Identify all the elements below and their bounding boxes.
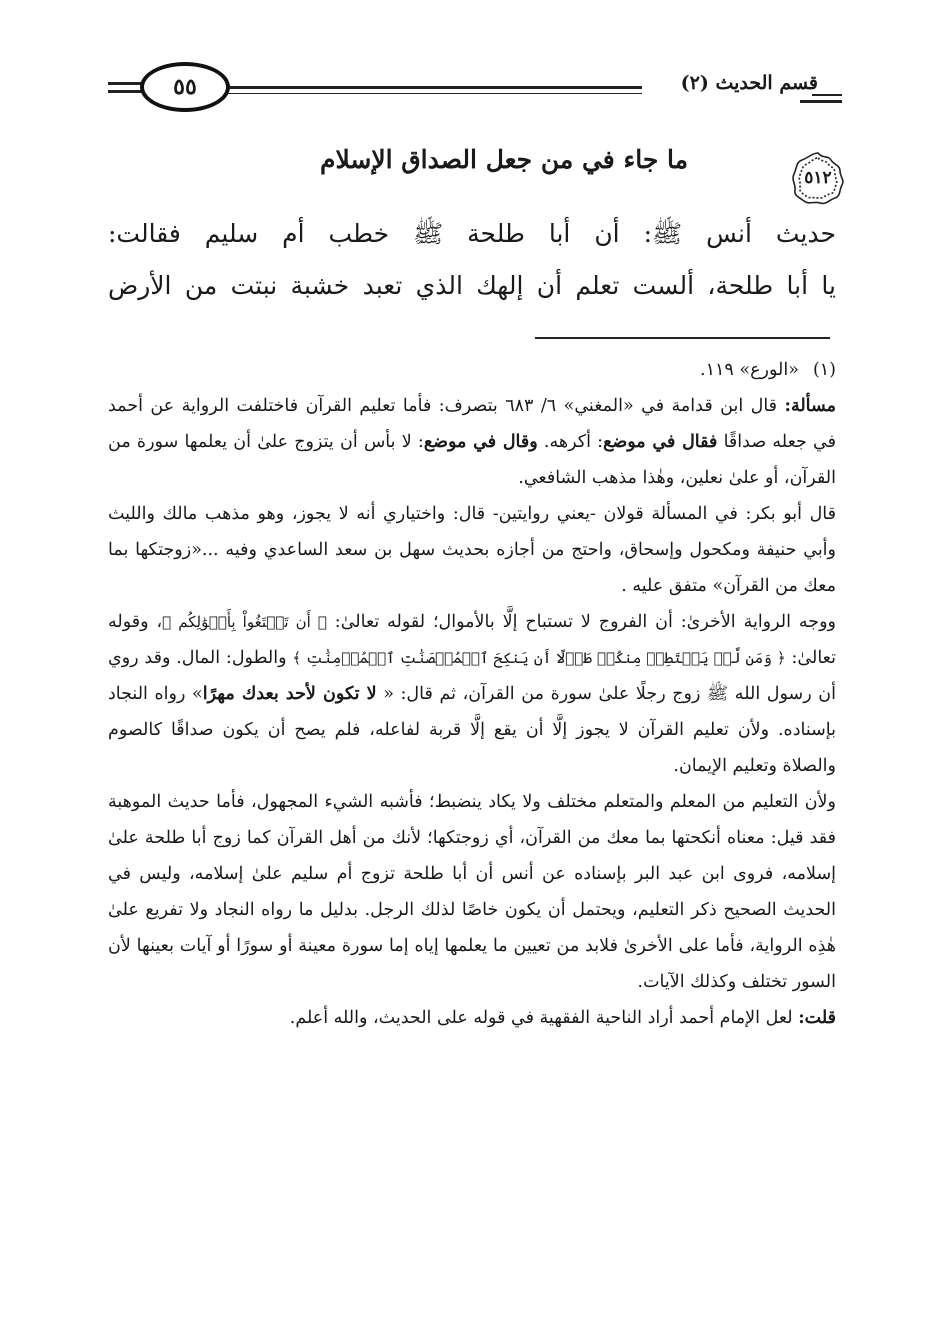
footnote-paragraph [108, 604, 836, 784]
footnote-reference-text: «الورع» ١١٩. [700, 360, 799, 380]
paragraph-text: : أكرهه. [537, 432, 604, 452]
footnote-marker: (١) [812, 360, 836, 380]
hadith-line: حديث أنس ﷺ: أن أبا طلحة ﷺ خطب أم سليم فقالت: [108, 219, 836, 248]
header-rule-right-top [812, 94, 842, 96]
paragraph-text: ، وقوله تعالىٰ: [108, 612, 836, 668]
paragraph-text: والطول: المال. وقد روي أن رسول الله ﷺ زوج رجلًا علىٰ سورة من القرآن، ثم قال: « [108, 648, 836, 704]
emphasis-text: وقال في موضع [423, 432, 538, 452]
page-number: ٥٥ [140, 62, 230, 112]
header-rule-right-bottom [800, 100, 842, 103]
paragraph-text: : لا بأس أن يتزوج علىٰ أن يعلمها سورة من القرآن، أو علىٰ نعلين، وهٰذا مذهب الشافعي. [108, 432, 836, 488]
footnote-paragraph [108, 388, 836, 496]
hadith-number: ٥١٢ [804, 168, 832, 188]
hadith-text [108, 208, 836, 312]
issue-label: مسألة: [784, 396, 836, 416]
footnote-paragraph: ولأن التعليم من المعلم والمتعلم مختلف ولا يكاد ينضبط؛ فأشبه الشيء المجهول، فأما حديث الموهبة فقد قيل: معناه أنكحتها بما معك من القرآن، أي زوجتكها؛ لأنك من أهل القرآن كما زوج أبا طلحة علىٰ إسلامه، فروى ابن عبد البر بإسناده عن أنس أن أبا طلحة تزوج أم سليم علىٰ إسلامه، وليس في الحديث الصحيح ذكر التعليم، ويحتمل أن يكون خاصًا لذلك الرجل. بدليل ما رواه النجاد ولا تفريع علىٰ هٰذِه الرواية، فأما على الأخرىٰ فلابد من تعيين ما يعلمها إياه إما سورة معينة أو سورًا أو آيات بعينها لأن السور تختلف وكذلك الآيات. [108, 792, 836, 992]
author-note-label: قلت: [798, 1008, 836, 1028]
hadith-quote: لا تكون لأحد بعدك مهرًا [202, 684, 377, 704]
footnote-paragraph [108, 1000, 836, 1036]
footnote-separator [535, 337, 830, 339]
hadith-line: يا أبا طلحة، ألست تعلم أن إلهك الذي تعبد خشبة نبتت من الأرض [108, 271, 836, 300]
header-rule-mid-bottom [226, 93, 642, 94]
quran-verse: ﴿ وَمَن لَّمۡ يَسۡتَطِعۡ مِنكُمۡ طَوۡلًا أَن يَنكِحَ ٱلۡمُحۡصَنَٰتِ ٱلۡمُؤۡمِنَٰتِ ﴾ [292, 649, 786, 667]
paragraph-text: ووجه الرواية الأخرىٰ: أن الفروج لا تستباح إلَّا بالأموال؛ لقوله تعالىٰ: [326, 612, 836, 632]
header-rule-mid-top [226, 86, 642, 89]
footnotes [108, 352, 836, 1036]
hadith-number-seal [790, 150, 846, 206]
footnote-reference [108, 352, 836, 388]
emphasis-text: فقال في موضع [603, 432, 718, 452]
chapter-title: ما جاء في من جعل الصداق الإسلام [320, 145, 688, 174]
paragraph-text: قال ابن قدامة في «المغني» ٦/ ٦٨٣ بتصرف: فأما تعليم القرآن فاختلفت الرواية عن أحمد في جعله صداقًا [108, 396, 836, 452]
paragraph-text: لعل الإمام أحمد أراد الناحية الفقهية في قوله على الحديث، والله أعلم. [289, 1008, 799, 1028]
quran-verse: ﴿ أَن تَبۡتَغُواْ بِأَمۡوَٰلِكُم ﴾ [162, 613, 327, 631]
paragraph-text: » رواه النجاد بإسناده. ولأن تعليم القرآن لا يجوز إلَّا أن يقع إلَّا قربة لفاعله، فلم يصح أن يكون صداقًا كالصوم والصلاة وتعليم الإيمان. [108, 684, 836, 776]
running-title: قسم الحديث (٢) [680, 72, 818, 94]
footnote-paragraph: قال أبو بكر: في المسألة قولان -يعني روايتين- قال: واختياري أنه لا يجوز، وهو مذهب مالك والليث وأبي حنيفة ومكحول وإسحاق، واحتج من أجازه بحديث سهل بن سعد الساعدي وفيه ...«زوجتكها بما معك من القرآن» متفق عليه . [108, 504, 836, 596]
